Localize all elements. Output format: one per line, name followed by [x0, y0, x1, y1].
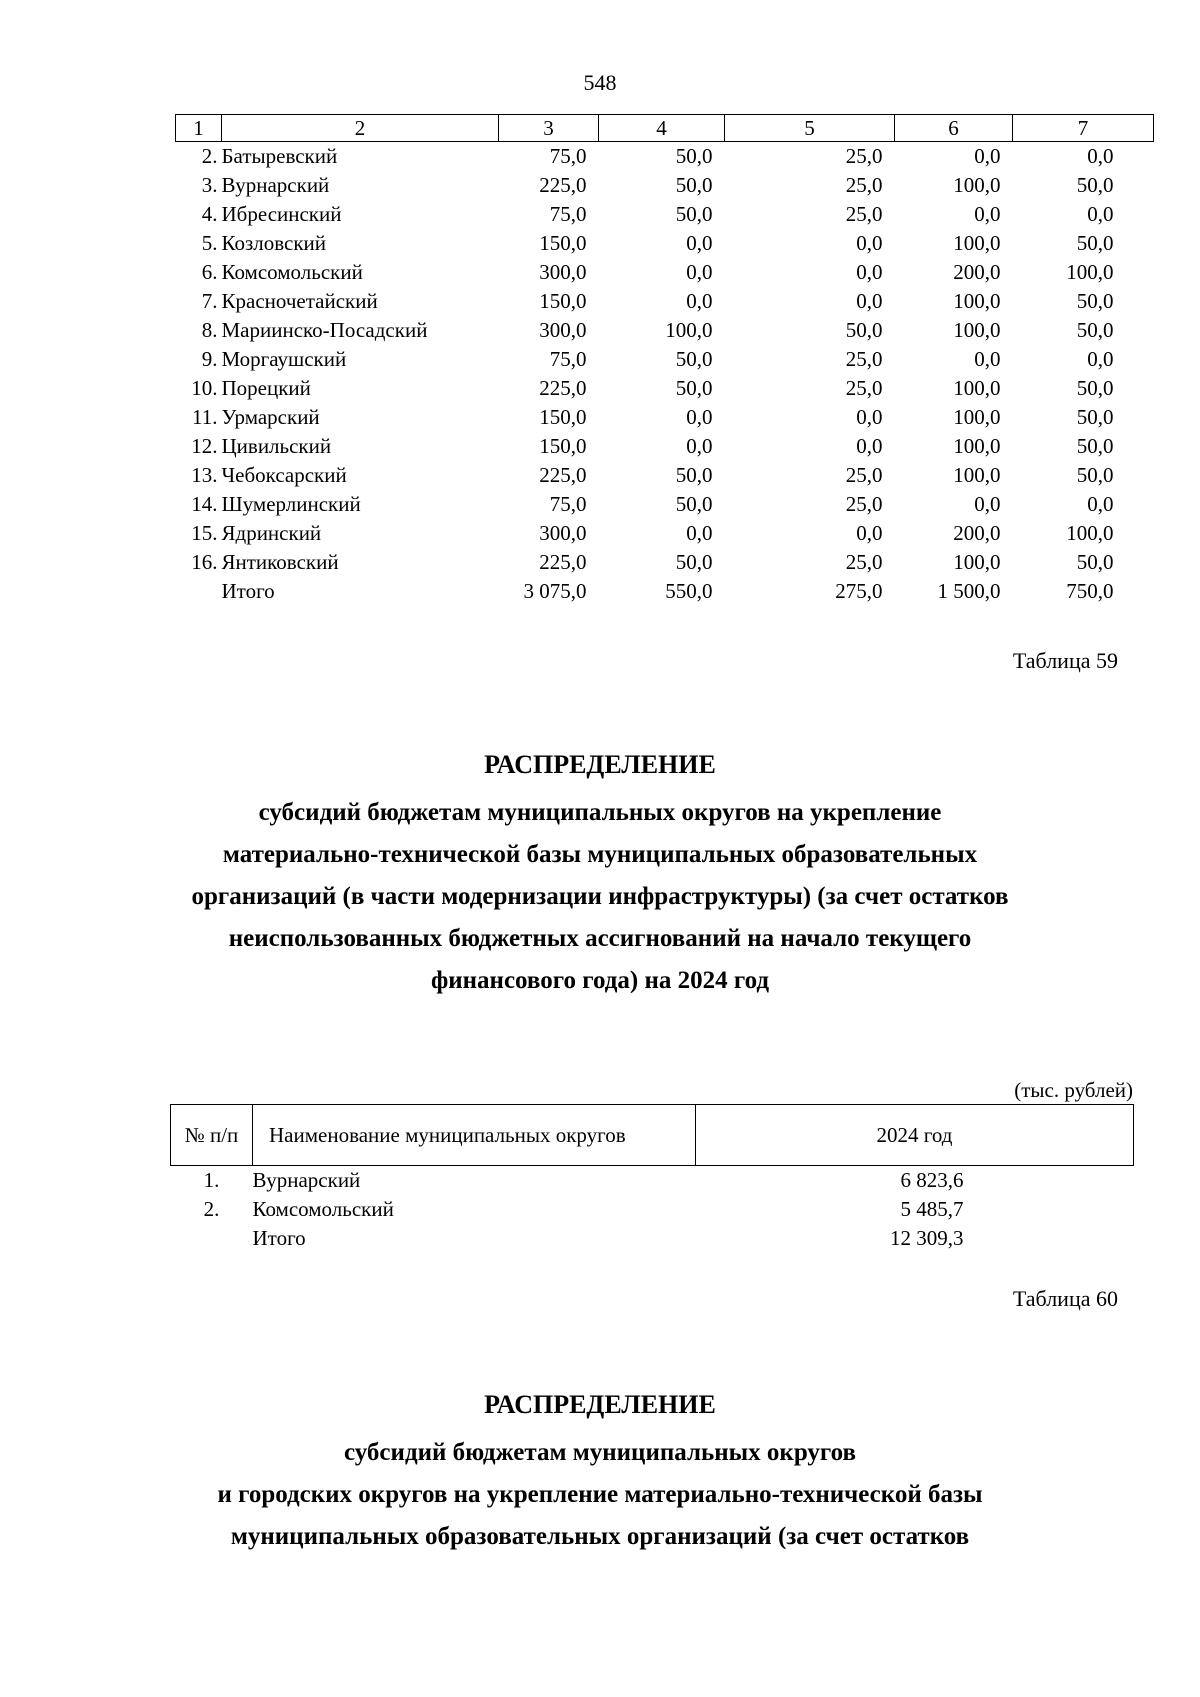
value-col-6: 0,0 — [974, 347, 1001, 371]
table-59-caption: Таблица 59 — [1012, 648, 1118, 673]
district-name: Янтиковский — [221, 550, 339, 574]
value-col-5: 0,0 — [856, 405, 883, 429]
value-col-3: 225,0 — [539, 173, 587, 197]
table-row — [176, 316, 1154, 345]
table-row — [176, 461, 1154, 490]
header-number: № п/п — [171, 1105, 253, 1166]
district-name: Козловский — [221, 231, 327, 255]
row-number: 14. — [191, 492, 218, 516]
total-col-7: 750,0 — [1066, 579, 1114, 603]
table-row — [176, 200, 1154, 229]
table-row — [176, 490, 1154, 519]
row-number: 16. — [191, 550, 218, 574]
column-number-header: 7 — [1013, 115, 1154, 142]
row-number: 4. — [201, 202, 218, 226]
row-number: 2. — [201, 144, 218, 168]
value-col-3: 150,0 — [539, 231, 587, 255]
value-col-4: 0,0 — [686, 289, 713, 313]
value-col-5: 25,0 — [845, 492, 883, 516]
district-name: Шумерлинский — [221, 492, 361, 516]
value-col-3: 75,0 — [549, 347, 587, 371]
value-col-4: 50,0 — [675, 144, 713, 168]
value-col-6: 200,0 — [953, 521, 1001, 545]
value-col-3: 150,0 — [539, 289, 587, 313]
table-59-heading-line: организаций (в части модернизации инфраструктуры) (за счет остатков — [191, 883, 1009, 910]
table-59-heading-line: субсидий бюджетам муниципальных округов на укрепление — [258, 799, 942, 826]
units-label: (тыс. рублей) — [1014, 1078, 1133, 1102]
table-59-heading-line: материально-технической базы муниципальных образовательных — [222, 841, 978, 868]
table-59-heading — [0, 738, 1200, 1002]
value-col-3: 75,0 — [549, 202, 587, 226]
value-col-7: 0,0 — [1087, 144, 1114, 168]
row-name: Вурнарский — [252, 1168, 361, 1192]
value-col-5: 0,0 — [856, 289, 883, 313]
table-60-heading-line: и городских округов на укрепление материально-технической базы — [217, 1481, 983, 1508]
empty-cell — [176, 577, 222, 606]
value-col-6: 100,0 — [953, 463, 1001, 487]
column-number-header: 4 — [599, 115, 725, 142]
value-col-6: 100,0 — [953, 376, 1001, 400]
row-number: 7. — [201, 289, 218, 313]
value-col-7: 0,0 — [1087, 202, 1114, 226]
row-number: 6. — [201, 260, 218, 284]
total-label: Итого — [221, 579, 275, 603]
value-col-7: 50,0 — [1076, 405, 1114, 429]
value-col-4: 100,0 — [665, 318, 713, 342]
value-col-6: 100,0 — [953, 405, 1001, 429]
district-name: Цивильский — [221, 434, 332, 458]
value-col-6: 100,0 — [953, 173, 1001, 197]
row-number: 15. — [191, 521, 218, 545]
value-col-4: 50,0 — [675, 492, 713, 516]
value-col-5: 25,0 — [845, 173, 883, 197]
value-col-7: 0,0 — [1087, 347, 1114, 371]
value-col-7: 100,0 — [1066, 521, 1114, 545]
value-col-5: 25,0 — [845, 144, 883, 168]
value-col-3: 150,0 — [539, 405, 587, 429]
district-name: Красночетайский — [221, 289, 378, 313]
total-col-3: 3 075,0 — [523, 579, 587, 603]
value-col-7: 50,0 — [1076, 376, 1114, 400]
value-col-7: 50,0 — [1076, 463, 1114, 487]
value-col-7: 50,0 — [1076, 434, 1114, 458]
value-col-7: 50,0 — [1076, 231, 1114, 255]
row-number: 11. — [192, 405, 218, 429]
table-59-title: РАСПРЕДЕЛЕНИЕ — [484, 750, 716, 779]
table-row — [171, 1195, 1134, 1224]
value-col-5: 25,0 — [845, 463, 883, 487]
value-col-4: 0,0 — [686, 405, 713, 429]
row-number: 2. — [203, 1197, 220, 1221]
value-col-3: 300,0 — [539, 260, 587, 284]
table-row — [176, 171, 1154, 200]
total-row — [171, 1224, 1134, 1253]
value-col-5: 0,0 — [856, 434, 883, 458]
value-col-5: 25,0 — [845, 376, 883, 400]
district-name: Ядринский — [221, 521, 322, 545]
value-col-4: 50,0 — [675, 463, 713, 487]
row-number: 8. — [201, 318, 218, 342]
value-col-7: 0,0 — [1087, 492, 1114, 516]
table-row — [176, 258, 1154, 287]
total-row — [176, 577, 1154, 606]
header-year: 2024 год — [696, 1105, 1134, 1166]
value-col-4: 0,0 — [686, 521, 713, 545]
value-col-6: 0,0 — [974, 202, 1001, 226]
table-59-header-row — [171, 1105, 1134, 1166]
table-60-title: РАСПРЕДЕЛЕНИЕ — [484, 1390, 716, 1419]
header-name: Наименование муниципальных округов — [253, 1105, 696, 1166]
value-col-4: 50,0 — [675, 550, 713, 574]
column-number-header: 2 — [222, 115, 499, 142]
district-name: Урмарский — [221, 405, 320, 429]
table-row — [176, 287, 1154, 316]
value-col-7: 50,0 — [1076, 318, 1114, 342]
value-col-3: 300,0 — [539, 318, 587, 342]
row-number: 5. — [201, 231, 218, 255]
table-60-heading-line: муниципальных образовательных организаций (за счет остатков — [230, 1523, 970, 1550]
value-col-3: 150,0 — [539, 434, 587, 458]
total-col-5: 275,0 — [835, 579, 883, 603]
table-59 — [170, 1104, 1134, 1253]
column-number-header: 3 — [499, 115, 599, 142]
row-name: Комсомольский — [252, 1197, 394, 1221]
row-number: 3. — [201, 173, 218, 197]
row-number: 13. — [191, 463, 218, 487]
total-value: 12 309,3 — [890, 1226, 964, 1250]
table-row — [176, 142, 1154, 172]
row-value: 6 823,6 — [900, 1168, 964, 1192]
value-col-5: 25,0 — [845, 202, 883, 226]
district-name: Моргаушский — [221, 347, 347, 371]
table-59-heading-line: финансового года) на 2024 год — [430, 967, 770, 994]
table-60-caption: Таблица 60 — [1012, 1286, 1118, 1311]
value-col-4: 0,0 — [686, 434, 713, 458]
table-row — [176, 403, 1154, 432]
value-col-5: 25,0 — [845, 347, 883, 371]
row-number: 12. — [191, 434, 218, 458]
value-col-4: 0,0 — [686, 260, 713, 284]
value-col-4: 50,0 — [675, 347, 713, 371]
row-value: 5 485,7 — [900, 1197, 964, 1221]
district-name: Чебоксарский — [221, 463, 347, 487]
value-col-5: 25,0 — [845, 550, 883, 574]
total-col-6: 1 500,0 — [937, 579, 1001, 603]
value-col-5: 0,0 — [856, 260, 883, 284]
district-name: Вурнарский — [221, 173, 330, 197]
table-row — [176, 345, 1154, 374]
value-col-3: 225,0 — [539, 463, 587, 487]
column-number-header: 1 — [176, 115, 222, 142]
value-col-6: 100,0 — [953, 231, 1001, 255]
value-col-6: 100,0 — [953, 318, 1001, 342]
table-60-heading — [0, 1378, 1200, 1558]
value-col-4: 50,0 — [675, 376, 713, 400]
column-number-header: 6 — [895, 115, 1013, 142]
value-col-4: 50,0 — [675, 173, 713, 197]
district-name: Мариинско-Посадский — [221, 318, 428, 342]
value-col-7: 50,0 — [1076, 550, 1114, 574]
value-col-6: 100,0 — [953, 434, 1001, 458]
value-col-7: 50,0 — [1076, 173, 1114, 197]
value-col-4: 50,0 — [675, 202, 713, 226]
column-number-row — [176, 115, 1154, 142]
row-number: 10. — [191, 376, 218, 400]
table-row — [171, 1166, 1134, 1196]
value-col-7: 50,0 — [1076, 289, 1114, 313]
value-col-6: 0,0 — [974, 492, 1001, 516]
value-col-4: 0,0 — [686, 231, 713, 255]
value-col-3: 300,0 — [539, 521, 587, 545]
total-col-4: 550,0 — [665, 579, 713, 603]
column-number-header: 5 — [725, 115, 895, 142]
subsidy-table-continuation — [175, 114, 1154, 606]
value-col-7: 100,0 — [1066, 260, 1114, 284]
district-name: Комсомольский — [221, 260, 363, 284]
table-row — [176, 548, 1154, 577]
table-59-heading-line: неиспользованных бюджетных ассигнований на начало текущего — [228, 925, 972, 952]
table-row — [176, 229, 1154, 258]
district-name: Батыревский — [221, 144, 338, 168]
table-60-heading-line: субсидий бюджетам муниципальных округов — [344, 1439, 856, 1466]
value-col-6: 0,0 — [974, 144, 1001, 168]
district-name: Порецкий — [221, 376, 311, 400]
value-col-3: 225,0 — [539, 550, 587, 574]
value-col-6: 100,0 — [953, 550, 1001, 574]
value-col-3: 75,0 — [549, 492, 587, 516]
total-label: Итого — [252, 1226, 306, 1250]
row-number: 9. — [201, 347, 218, 371]
value-col-6: 100,0 — [953, 289, 1001, 313]
value-col-5: 50,0 — [845, 318, 883, 342]
table-row — [176, 374, 1154, 403]
value-col-3: 225,0 — [539, 376, 587, 400]
table-row — [176, 519, 1154, 548]
value-col-5: 0,0 — [856, 521, 883, 545]
table-row — [176, 432, 1154, 461]
value-col-5: 0,0 — [856, 231, 883, 255]
district-name: Ибресинский — [221, 202, 342, 226]
value-col-6: 200,0 — [953, 260, 1001, 284]
page-number: 548 — [583, 70, 617, 95]
row-number: 1. — [203, 1168, 220, 1192]
value-col-3: 75,0 — [549, 144, 587, 168]
